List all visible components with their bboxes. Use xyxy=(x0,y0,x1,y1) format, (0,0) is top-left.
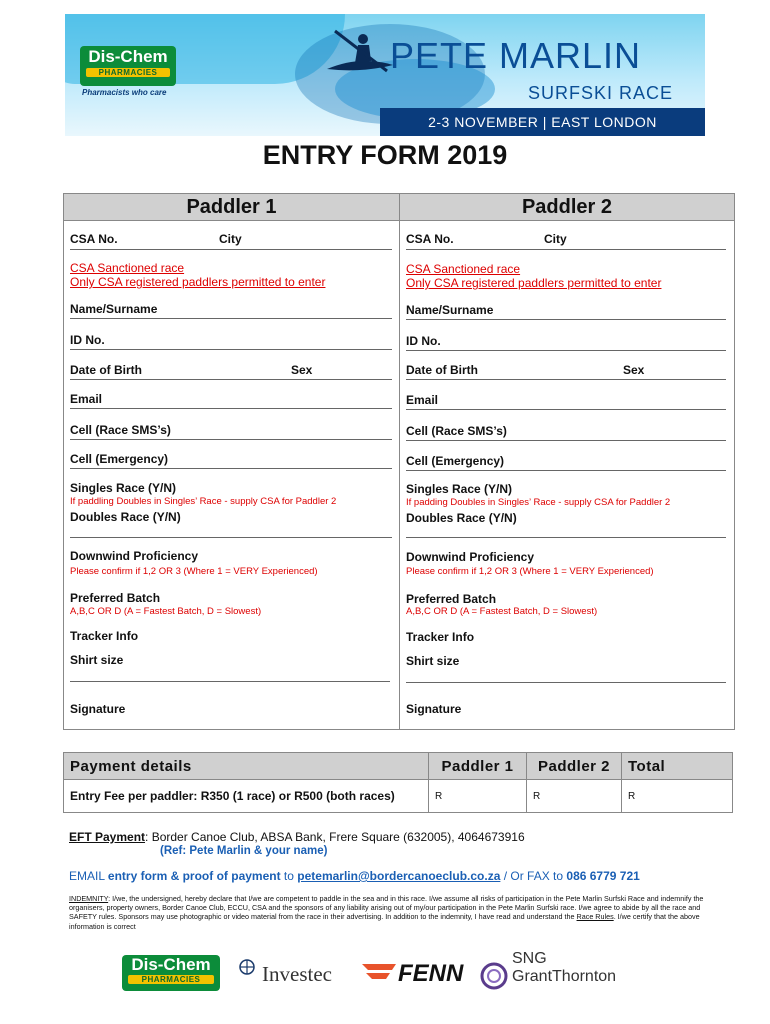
p1-downwind-label[interactable]: Downwind Proficiency xyxy=(70,549,199,563)
p2-batch-label[interactable]: Preferred Batch xyxy=(406,592,497,606)
p1-tracker-label[interactable]: Tracker Info xyxy=(70,629,139,643)
p1-name-label[interactable]: Name/Surname xyxy=(70,302,158,316)
p2-dob-label[interactable]: Date of Birth xyxy=(406,363,478,377)
grant-thornton-icon xyxy=(480,962,508,990)
p2-email-line xyxy=(406,409,726,410)
payment-total-header: Total xyxy=(622,753,733,780)
p1-shirt-label[interactable]: Shirt size xyxy=(70,653,124,667)
p1-cell-emergency-label[interactable]: Cell (Emergency) xyxy=(70,452,169,466)
eft-label: EFT Payment xyxy=(69,830,146,844)
payment-paddler2-header: Paddler 2 xyxy=(527,753,622,780)
email-bold-text: entry form & proof of payment xyxy=(107,869,281,883)
p1-cell-emergency-line xyxy=(70,468,392,469)
p1-downwind-note: Please confirm if 1,2 OR 3 (Where 1 = VERY Experienced) xyxy=(70,566,318,577)
p2-dob-line xyxy=(406,379,726,380)
email-line xyxy=(69,869,640,883)
sponsor-dischem-name: Dis-Chem xyxy=(131,955,211,974)
p2-singles-label[interactable]: Singles Race (Y/N) xyxy=(406,482,513,496)
p2-tracker-label[interactable]: Tracker Info xyxy=(406,630,475,644)
entry-form xyxy=(63,193,735,730)
p2-cell-emergency-label[interactable]: Cell (Emergency) xyxy=(406,454,505,468)
sponsor-investec: Investec xyxy=(262,962,332,986)
payment-details-header: Payment details xyxy=(64,753,429,780)
p2-id-label[interactable]: ID No. xyxy=(406,334,441,348)
payment-paddler1-amount[interactable]: R xyxy=(429,780,527,813)
fenn-swoosh-icon xyxy=(362,962,398,984)
race-subtitle: SURFSKI RACE xyxy=(528,83,674,103)
sponsor-dischem-sub: PHARMACIES xyxy=(128,975,214,984)
email-or-fax: / Or FAX to xyxy=(500,869,567,883)
p2-sex-label[interactable]: Sex xyxy=(623,363,645,377)
payment-table xyxy=(63,752,733,813)
dischem-logo-name: Dis-Chem xyxy=(88,47,168,66)
race-title: PETE MARLIN xyxy=(390,35,642,76)
p2-csa-line xyxy=(406,249,726,250)
eft-details: : Border Canoe Club, ABSA Bank, Frere Square (632005), 4064673916 xyxy=(145,830,525,844)
race-date: 2-3 NOVEMBER | EAST LONDON xyxy=(380,108,705,136)
p1-dob-line xyxy=(70,379,392,380)
p2-city-label[interactable]: City xyxy=(544,232,567,246)
sponsor-fenn: FENN xyxy=(398,960,464,987)
p2-downwind-note: Please confirm if 1,2 OR 3 (Where 1 = VERY Experienced) xyxy=(406,566,654,577)
p2-shirt-line xyxy=(406,682,726,683)
p1-email-line xyxy=(70,408,392,409)
p1-sex-label[interactable]: Sex xyxy=(291,363,313,377)
p1-email-label[interactable]: Email xyxy=(70,392,103,406)
eft-reference: (Ref: Pete Marlin & your name) xyxy=(160,845,328,857)
p1-singles-note: If paddling Doubles in Singles’ Race - supply CSA for Paddler 2 xyxy=(70,496,337,507)
dischem-tagline: Pharmacists who care xyxy=(82,88,167,97)
payment-header-row xyxy=(64,753,733,780)
eft-payment-line xyxy=(69,830,525,844)
p1-batch-label[interactable]: Preferred Batch xyxy=(70,591,161,605)
p2-name-line xyxy=(406,319,726,320)
indemnity-text xyxy=(69,894,721,931)
race-rules-link[interactable]: Race Rules xyxy=(576,912,614,922)
p2-email-label[interactable]: Email xyxy=(406,393,439,407)
email-address-link[interactable]: petemarlin@bordercanoeclub.co.za xyxy=(297,869,501,883)
p1-csa-line xyxy=(70,249,392,250)
p1-sanction-1: CSA Sanctioned race xyxy=(70,261,185,275)
indemnity-label: INDEMNITY xyxy=(69,894,109,903)
p2-name-label[interactable]: Name/Surname xyxy=(406,303,494,317)
kayaker-icon xyxy=(325,25,395,75)
form-title: ENTRY FORM 2019 xyxy=(262,140,508,170)
payment-entry-row xyxy=(64,780,733,813)
p1-sanction-2: Only CSA registered paddlers permitted to enter xyxy=(70,275,326,289)
p1-dob-label[interactable]: Date of Birth xyxy=(70,363,142,377)
p2-signature-label[interactable]: Signature xyxy=(406,702,462,716)
sponsor-dischem-logo xyxy=(122,955,220,991)
fax-number: 086 6779 721 xyxy=(566,869,640,883)
p1-cell-race-line xyxy=(70,439,392,440)
paddler1-heading: Paddler 1 xyxy=(64,194,399,221)
p1-shirt-line xyxy=(70,681,390,682)
p1-id-label[interactable]: ID No. xyxy=(70,333,105,347)
p1-name-line xyxy=(70,318,392,319)
p2-shirt-label[interactable]: Shirt size xyxy=(406,654,460,668)
p2-cell-race-label[interactable]: Cell (Race SMS’s) xyxy=(406,424,507,438)
p2-doubles-line xyxy=(406,537,726,538)
p1-batch-note: A,B,C OR D (A = Fastest Batch, D = Slowest) xyxy=(70,606,262,617)
dischem-logo-sub: PHARMACIES xyxy=(86,68,170,77)
payment-paddler1-header: Paddler 1 xyxy=(429,753,527,780)
entry-fee-label: Entry Fee per paddler: R350 (1 race) or R500 (both races) xyxy=(64,780,429,813)
sponsor-sng: SNG xyxy=(512,950,547,967)
p2-downwind-label[interactable]: Downwind Proficiency xyxy=(406,550,535,564)
p1-signature-label[interactable]: Signature xyxy=(70,702,126,716)
email-to: to xyxy=(280,869,298,883)
column-divider xyxy=(399,194,400,729)
sponsor-grant-thornton: GrantThornton xyxy=(512,968,617,985)
p2-sanction-1: CSA Sanctioned race xyxy=(406,262,521,276)
p1-doubles-line xyxy=(70,537,392,538)
indemnity-tail: . I/we certify that the above information is correct xyxy=(69,912,700,931)
payment-total-amount[interactable]: R xyxy=(622,780,733,813)
dischem-logo xyxy=(80,46,176,86)
p2-csa-label[interactable]: CSA No. xyxy=(406,232,454,246)
p1-cell-race-label[interactable]: Cell (Race SMS’s) xyxy=(70,423,171,437)
p2-cell-race-line xyxy=(406,440,726,441)
p1-singles-label[interactable]: Singles Race (Y/N) xyxy=(70,481,177,495)
p2-cell-emergency-line xyxy=(406,470,726,471)
payment-paddler2-amount[interactable]: R xyxy=(527,780,622,813)
p2-doubles-label[interactable]: Doubles Race (Y/N) xyxy=(406,511,517,525)
p1-csa-label[interactable]: CSA No. xyxy=(70,232,118,246)
p2-batch-note: A,B,C OR D (A = Fastest Batch, D = Slowest) xyxy=(406,606,598,617)
p2-id-line xyxy=(406,350,726,351)
p2-sanction-2: Only CSA registered paddlers permitted to enter xyxy=(406,276,662,290)
email-prefix: EMAIL xyxy=(69,869,108,883)
investec-zebra-icon xyxy=(238,958,256,976)
paddler2-heading: Paddler 2 xyxy=(400,194,734,221)
p1-doubles-label[interactable]: Doubles Race (Y/N) xyxy=(70,510,181,524)
p1-city-label[interactable]: City xyxy=(219,232,242,246)
p1-id-line xyxy=(70,349,392,350)
indemnity-body: : I/we, the undersigned, hereby declare that I/we are competent to paddle in the sea and in this race. I/we assume all risks of participation in the Pete Marlin Surfski Race and indemnify the organisers, property owners, Border Canoe Club, ECCU, CSA and the sponsors of any liability arising out of my/our participation in the Pete Marlin Surfski race. I/we agree to abide by all the race and SAFETY rules. Sponsors may use photographic or video material from the race in their advertising. In addition to the indemnity, I have read and understand the xyxy=(69,894,704,922)
p2-singles-note: If padding Doubles in Singles’ Race - supply CSA for Paddler 2 xyxy=(406,497,671,508)
